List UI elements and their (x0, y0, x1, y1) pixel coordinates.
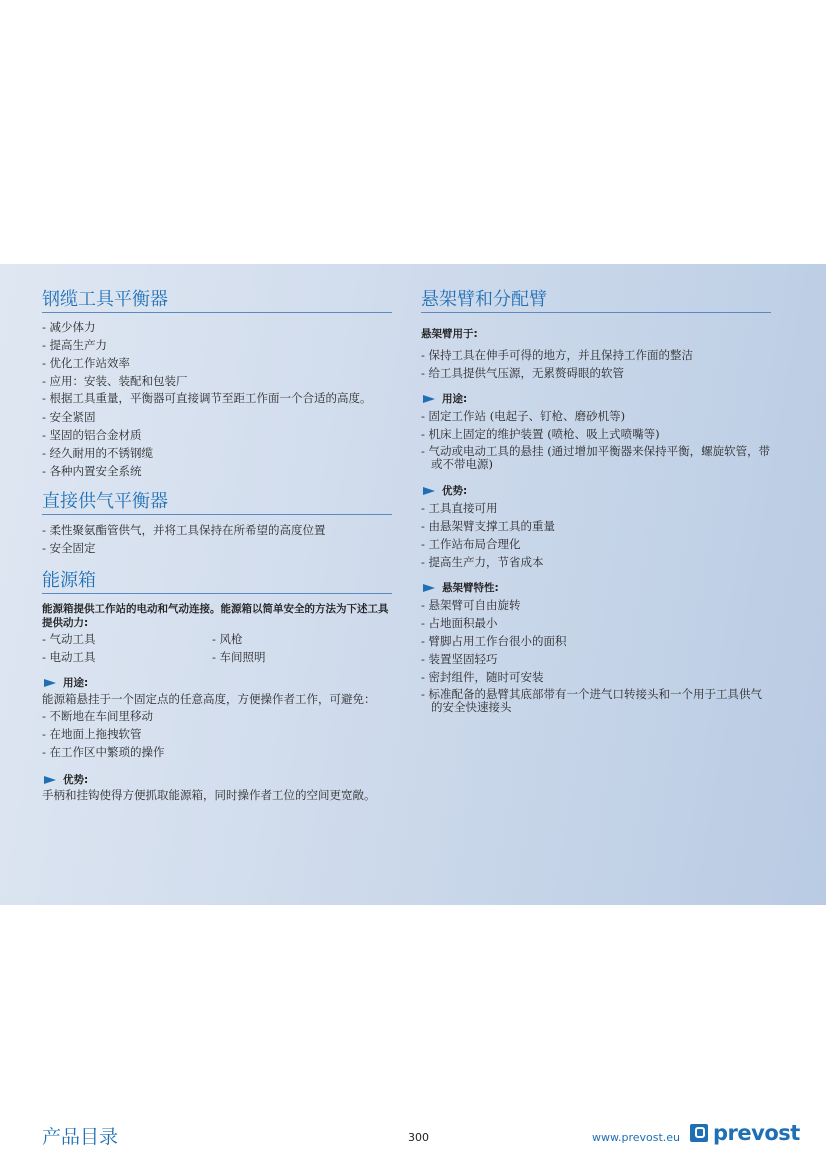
list-item: - 风枪 (212, 632, 243, 646)
list-item: - 安全紧固 (42, 410, 96, 424)
tool-columns (42, 630, 392, 666)
heading-label: 优势: (63, 774, 89, 786)
heading-label: 用途: (442, 393, 468, 405)
arms-for-list (421, 346, 771, 382)
list-item: - 根据工具重量，平衡器可直接调节至距工作面一个合适的高度。 (42, 391, 372, 405)
catalog-label: 产品目录 (42, 1126, 119, 1148)
energy-use-text: 能源箱悬挂于一个固定点的任意高度，方便操作者工作，可避免： (42, 692, 376, 706)
heading-label: 优势: (442, 485, 468, 497)
arms-use-heading (421, 391, 771, 407)
list-item: - 应用：安装、装配和包装厂 (42, 374, 188, 388)
list-item: - 标准配备的悬臂其底部带有一个进气口转接头和一个用于工具供气的安全快速接头 (421, 687, 763, 714)
list-item: - 减少体力 (42, 320, 96, 334)
direct-list (42, 521, 392, 557)
tool-list-1 (42, 630, 212, 666)
content-panel (0, 264, 826, 905)
list-item: - 气动或电动工具的悬挂 (通过增加平衡器来保持平衡，螺旋软管，带或不带电源) (421, 444, 771, 471)
list-item: - 给工具提供气压源，无累赘碍眼的软管 (421, 366, 625, 380)
list-item: - 装置坚固轻巧 (421, 652, 498, 666)
list-item: - 经久耐用的不锈钢缆 (42, 446, 154, 460)
list-item: - 坚固的铝合金材质 (42, 428, 142, 442)
energy-advantage-text: 手柄和挂钩使得方便抓取能源箱，同时操作者工位的空间更宽敞。 (42, 788, 376, 802)
list-item: - 不断地在车间里移动 (42, 709, 154, 723)
brand-name: prevost (713, 1121, 800, 1145)
list-item: - 在工作区中繁琐的操作 (42, 745, 165, 759)
list-item: - 臂脚占用工作台很小的面积 (421, 634, 567, 648)
arms-features-list (421, 596, 771, 717)
arms-for-heading: 悬架臂用于: (421, 328, 478, 340)
list-item: - 保持工具在伸手可得的地方，并且保持工作面的整洁 (421, 348, 694, 362)
list-item: - 占地面积最小 (421, 616, 498, 630)
list-item: - 提高生产力 (42, 338, 108, 352)
right-column (421, 264, 771, 717)
triangle-arrow-icon (44, 679, 56, 687)
list-item: - 气动工具 (42, 632, 96, 646)
arms-use-list (421, 407, 771, 474)
direct-balancer-title: 直接供气平衡器 (42, 491, 392, 515)
arms-advantage-heading (421, 483, 771, 499)
list-item: - 工具直接可用 (421, 501, 498, 515)
energy-use-list (42, 707, 392, 761)
heading-label: 悬架臂特性: (442, 582, 499, 594)
list-item: - 车间照明 (212, 650, 266, 664)
triangle-arrow-icon (423, 584, 435, 592)
balancer-title: 钢缆工具平衡器 (42, 289, 392, 313)
list-item: - 安全固定 (42, 541, 96, 555)
triangle-arrow-icon (423, 487, 435, 495)
list-item: - 提高生产力，节省成本 (421, 555, 544, 569)
list-item: - 由悬架臂支撑工具的重量 (421, 519, 556, 533)
list-item: - 机床上固定的维护装置 (喷枪、吸上式喷嘴等) (421, 427, 660, 441)
list-item: - 柔性聚氨酯管供气，并将工具保持在所希望的高度位置 (42, 523, 326, 537)
list-item: - 悬架臂可自由旋转 (421, 598, 521, 612)
arms-title: 悬架臂和分配臂 (421, 289, 771, 313)
balancer-list (42, 318, 392, 480)
arms-advantage-list (421, 499, 771, 571)
energy-intro: 能源箱提供工作站的电动和气动连接。能源箱以简单安全的方法为下述工具提供动力: (42, 603, 389, 629)
energy-box-title: 能源箱 (42, 570, 392, 594)
prevost-logo-icon (690, 1124, 708, 1142)
list-item: - 优化工作站效率 (42, 356, 131, 370)
energy-use-heading (42, 675, 392, 691)
website-link[interactable]: www.prevost.eu (592, 1131, 681, 1144)
list-item: - 固定工作站 (电起子、钉枪、磨砂机等) (421, 409, 626, 423)
left-column (42, 264, 392, 802)
list-item: - 工作站布局合理化 (421, 537, 521, 551)
list-item: - 在地面上拖拽软管 (42, 727, 142, 741)
triangle-arrow-icon (423, 395, 435, 403)
energy-advantage-heading (42, 772, 392, 788)
heading-label: 用途: (63, 677, 89, 689)
list-item: - 电动工具 (42, 650, 96, 664)
arms-features-heading (421, 580, 771, 596)
page-number: 300 (408, 1131, 429, 1144)
tool-list-2 (212, 630, 382, 666)
triangle-arrow-icon (44, 776, 56, 784)
list-item: - 各种内置安全系统 (42, 464, 142, 478)
prevost-logo (690, 1121, 800, 1145)
list-item: - 密封组件，随时可安装 (421, 670, 544, 684)
